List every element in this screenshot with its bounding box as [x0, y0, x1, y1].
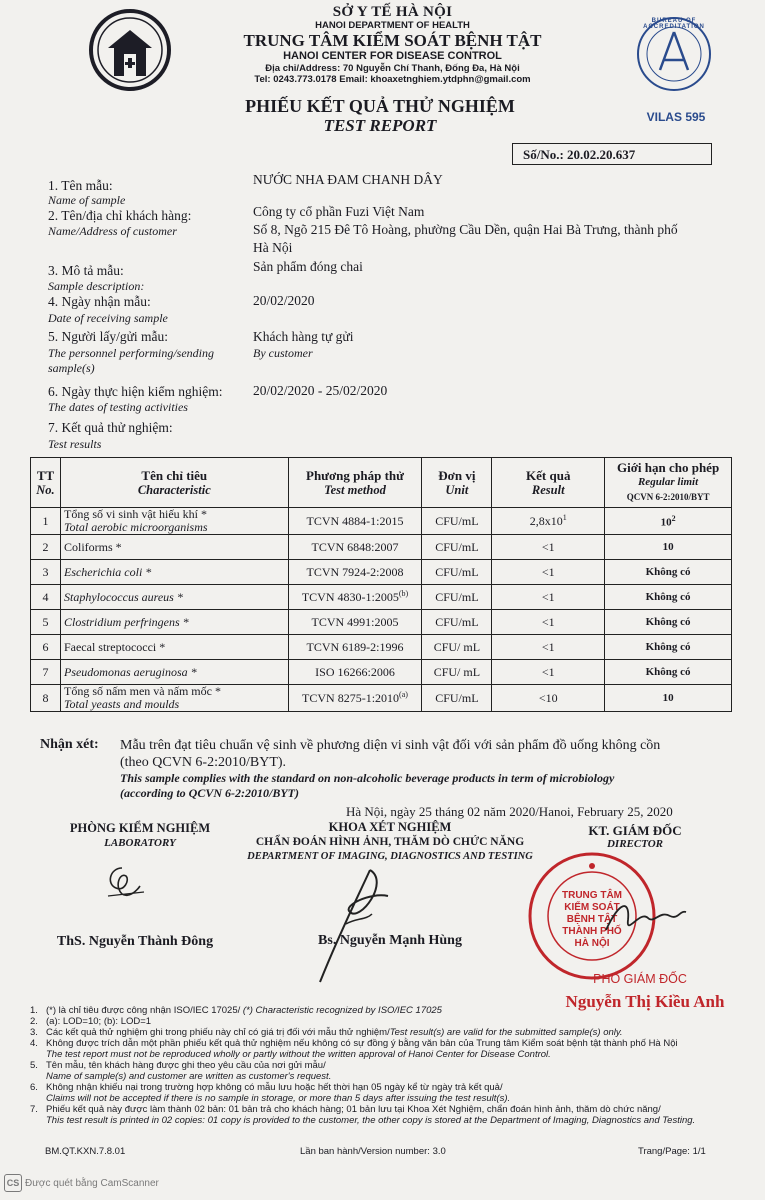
cdc-logo-icon [88, 8, 172, 92]
footnote-item [30, 1060, 730, 1082]
footnote-item [30, 1005, 730, 1016]
cell-result [492, 560, 605, 585]
director-title-en: DIRECTOR [606, 838, 664, 850]
dept-title-en: DEPARTMENT OF IMAGING, DIAGNOSTICS AND TESTING [247, 851, 533, 862]
cell-no: 2 [31, 535, 61, 560]
footnote-text [46, 1038, 678, 1060]
col-result-header [492, 458, 605, 508]
dept-name-vi: SỞ Y TẾ HÀ NỘI [332, 4, 453, 20]
col-no-vi: TT [36, 467, 55, 483]
cell-no: 4 [31, 585, 61, 610]
table-row [31, 610, 732, 635]
version-number: Lần ban hành/Version number: 3.0 [300, 1146, 446, 1157]
cell-limit [605, 635, 732, 660]
cell-limit [605, 508, 732, 535]
cell-characteristic [60, 585, 288, 610]
footnote-number: 7. [30, 1104, 38, 1115]
cell-characteristic [60, 685, 288, 712]
footnote-item [30, 1027, 730, 1038]
footnote-text-vi: (a): LOD=10; (b): LOD=1 [46, 1016, 152, 1027]
center-address: Địa chỉ/Address: 70 Nguyễn Chí Thanh, Đống Đa, Hà Nội [265, 63, 520, 74]
footnote-text-en: Name of sample(s) and customer are written as customer's request. [46, 1071, 332, 1082]
cell-unit: CFU/ mL [422, 635, 492, 660]
table-row [31, 585, 732, 610]
cell-result-value: <1 [541, 589, 555, 604]
cell-limit [605, 560, 732, 585]
cell-limit [605, 535, 732, 560]
footnote-number: 2. [30, 1016, 38, 1027]
field-6-label: 6. Ngày thực hiện kiểm nghiệm: [48, 384, 223, 399]
cell-no: 7 [31, 660, 61, 685]
cell-method [288, 660, 422, 685]
cell-result [492, 685, 605, 712]
stamp-line-5: HÀ NỘI [574, 938, 610, 949]
field-3-value: Sản phẩm đóng chai [253, 259, 363, 274]
field-5-value-en: By customer [253, 346, 313, 360]
report-title-vi: PHIẾU KẾT QUẢ THỬ NGHIỆM [245, 96, 515, 116]
scanner-watermark [4, 1174, 159, 1192]
footnote-text [46, 1005, 442, 1016]
footnote-number: 1. [30, 1005, 38, 1016]
center-contact: Tel: 0243.773.0178 Email: khoaxetnghiem.ytdphn@gmail.com [254, 74, 531, 85]
footnote-text [46, 1016, 151, 1027]
field-1-label: 1. Tên mẫu: [48, 178, 113, 193]
field-2-address-city: Hà Nội [253, 240, 293, 255]
footnote-text-vi: Tên mẫu, tên khách hàng được ghi theo yêu cầu của nơi gửi mẫu/ [46, 1060, 326, 1071]
cell-no: 8 [31, 685, 61, 712]
footnote-text [46, 1104, 695, 1126]
cell-characteristic-en: Total yeasts and moulds [63, 697, 180, 711]
cell-limit [605, 660, 732, 685]
footnote-text [46, 1027, 623, 1038]
col-no-en: No. [36, 482, 55, 497]
field-2-label: 2. Tên/địa chỉ khách hàng: [48, 208, 192, 223]
stamp-line-4: THÀNH PHỐ [562, 926, 622, 937]
cell-result-value: 2,8x10 [529, 514, 563, 528]
cell-no: 6 [31, 635, 61, 660]
remark-en-2: (according to QCVN 6-2:2010/BYT) [120, 786, 299, 800]
col-unit-header [422, 458, 492, 508]
lab-title-vi: PHÒNG KIỂM NGHIỆM [69, 821, 211, 835]
cell-limit [605, 585, 732, 610]
table-header-row [31, 458, 732, 508]
cell-limit-value: 10 [660, 516, 672, 529]
deputy-title: PHÓ GIÁM ĐỐC [593, 972, 687, 986]
field-6-label-en: The dates of testing activities [48, 400, 188, 414]
cell-method-value: TCVN 4991:2005 [311, 614, 399, 629]
dept-name-en: HANOI DEPARTMENT OF HEALTH [315, 20, 470, 31]
field-2-label-en: Name/Address of customer [48, 224, 177, 238]
col-unit-vi: Đơn vị [438, 467, 476, 483]
field-7-label-en: Test results [48, 437, 102, 451]
cell-result [492, 635, 605, 660]
cell-limit [605, 610, 732, 635]
field-4-label: 4. Ngày nhận mẫu: [48, 294, 151, 309]
col-limit-std: QCVN 6-2:2010/BYT [626, 492, 710, 502]
col-char-vi: Tên chỉ tiêu [141, 467, 208, 483]
col-limit-header [605, 458, 732, 508]
cell-method [288, 610, 422, 635]
issue-date: Hà Nội, ngày 25 tháng 02 năm 2020/Hanoi, February 25, 2020 [346, 804, 673, 819]
cell-method-value: TCVN 7924-2:2008 [306, 564, 404, 579]
cell-limit-superscript: 2 [671, 513, 676, 523]
dept-signer-name: Bs. Nguyễn Mạnh Hùng [318, 933, 462, 948]
cell-result-value: <1 [541, 539, 555, 554]
lab-signature-icon [100, 862, 150, 902]
cell-unit: CFU/mL [422, 685, 492, 712]
director-signature-icon [600, 890, 690, 950]
cell-characteristic-vi: Clostridium perfringens * [63, 614, 189, 629]
field-5-label-en-2: sample(s) [48, 361, 95, 375]
field-1-value: NƯỚC NHA ĐAM CHANH DÂY [253, 172, 443, 187]
cell-method [288, 585, 422, 610]
cell-result-value: <1 [541, 564, 555, 579]
col-no-header [31, 458, 61, 508]
camscanner-logo-icon: CS [4, 1174, 22, 1192]
col-char-en: Characteristic [137, 482, 211, 497]
cell-unit: CFU/mL [422, 508, 492, 535]
col-method-en: Test method [324, 482, 386, 497]
cell-result-value: <10 [538, 690, 558, 705]
cell-result [492, 508, 605, 535]
lab-title-en: LABORATORY [104, 837, 176, 849]
field-6-value: 20/02/2020 - 25/02/2020 [253, 383, 388, 398]
table-row [31, 560, 732, 585]
footnote-text-vi: Không nhận khiếu nại trong trường hợp không có mẫu lưu hoặc hết thời hạn 05 ngày kể từ ngày trả kết quả/ [46, 1082, 503, 1093]
cell-limit-value: Không có [645, 666, 691, 678]
footnote-text [46, 1082, 510, 1104]
cell-characteristic-vi: Pseudomonas aeruginosa * [63, 664, 197, 679]
cell-characteristic-vi: Escherichia coli * [63, 564, 152, 579]
cell-characteristic [60, 508, 288, 535]
field-3-label: 3. Mô tả mẫu: [48, 263, 124, 278]
table-row [31, 635, 732, 660]
cell-method-superscript: (b) [398, 589, 409, 598]
cell-limit-value: Không có [645, 591, 691, 603]
table-body [31, 508, 732, 712]
footnote-text [46, 1060, 331, 1082]
page-number: Trang/Page: 1/1 [638, 1146, 706, 1157]
footnotes [30, 1005, 730, 1126]
field-4-label-en: Date of receiving sample [48, 311, 168, 325]
footnote-item [30, 1104, 730, 1126]
accreditation-mark: VILAS 595 [646, 110, 706, 124]
cell-method [288, 635, 422, 660]
cell-method-value: TCVN 6848:2007 [311, 539, 399, 554]
col-method-vi: Phương pháp thử [306, 467, 404, 483]
cell-method-value: TCVN 4884-1:2015 [306, 513, 404, 528]
footnote-item [30, 1038, 730, 1060]
header-block [220, 4, 565, 85]
stamp-line-3: BỆNH TẬT [566, 914, 618, 925]
cell-method-superscript: (a) [399, 690, 408, 699]
field-1-label-en: Name of sample [48, 193, 126, 207]
field-2-address: Số 8, Ngõ 215 Đê Tô Hoàng, phường Cầu Dền, quận Hai Bà Trưng, thành phố [253, 222, 678, 237]
cell-characteristic-vi: Tổng số nấm men và nấm mốc * [63, 684, 221, 698]
footnote-number: 5. [30, 1060, 38, 1071]
cell-characteristic [60, 635, 288, 660]
cell-characteristic [60, 535, 288, 560]
cell-unit: CFU/mL [422, 610, 492, 635]
footnote-item [30, 1016, 730, 1027]
cell-limit-value: 10 [662, 692, 674, 704]
cell-characteristic-vi: Faecal streptococci * [63, 639, 166, 654]
cell-result [492, 585, 605, 610]
footnote-text-vi: Phiếu kết quả này được làm thành 02 bản: 01 bản trả cho khách hàng; 01 bản lưu tại Khoa Xét Nghiệm, chẩn đoán hình ảnh, thăm dò chức năng/ [46, 1104, 661, 1115]
footnote-number: 3. [30, 1027, 38, 1038]
cell-result-value: <1 [541, 664, 555, 679]
footnote-text-en: Claims will not be accepted if there is no sample in storage, or more than 5 days after issuing the test result(s). [46, 1093, 511, 1104]
footnote-text-vi: Không được trích dẫn một phần phiếu kết quả thử nghiệm nếu không có sự đồng ý bằng văn bản của Trung tâm Kiểm soát bệnh tật thành phố Hà Nội [46, 1038, 678, 1049]
cell-method [288, 508, 422, 535]
field-5-label-en: The personnel performing/sending [48, 346, 214, 360]
center-name-vi: TRUNG TÂM KIỂM SOÁT BỆNH TẬT [243, 31, 542, 50]
cell-characteristic [60, 660, 288, 685]
dept-signature-icon [300, 862, 420, 992]
table-row [31, 508, 732, 535]
field-2-value: Công ty cổ phần Fuzi Việt Nam [253, 204, 425, 219]
table-row [31, 660, 732, 685]
center-name-en: HANOI CENTER FOR DISEASE CONTROL [283, 50, 502, 62]
field-4-value: 20/02/2020 [253, 293, 315, 308]
cell-unit: CFU/mL [422, 585, 492, 610]
footnote-text-en: (*) Characteristic recognized by ISO/IEC 17025 [242, 1005, 442, 1016]
col-limit-en: Regular limit [637, 476, 699, 488]
dept-title-vi-2: CHẨN ĐOÁN HÌNH ẢNH, THĂM DÒ CHỨC NĂNG [255, 836, 525, 848]
cell-unit: CFU/mL [422, 535, 492, 560]
cell-method-value: TCVN 4830-1:2005 [301, 590, 399, 604]
cell-characteristic-vi: Staphylococcus aureus * [63, 589, 183, 604]
cell-limit-value: Không có [645, 616, 691, 628]
results-table [30, 457, 732, 712]
cell-limit-value: Không có [645, 566, 691, 578]
report-title [200, 96, 560, 135]
dept-title-vi-1: KHOA XÉT NGHIỆM [328, 820, 452, 834]
cell-method [288, 560, 422, 585]
report-title-en: TEST REPORT [323, 116, 437, 135]
cell-characteristic-en: Total aerobic microorganisms [63, 520, 208, 534]
col-result-en: Result [531, 482, 565, 497]
cell-limit [605, 685, 732, 712]
footnote-text-en: This test result is printed in 02 copies: 01 copy is provided to the customer, the other copy is stored at the Department of Imaging, Diagnostics and Testing. [46, 1115, 696, 1126]
footnote-text-vi: Các kết quả thử nghiệm ghi trong phiếu này chỉ có giá trị đối với mẫu thử nghiệm/ [46, 1027, 390, 1038]
col-limit-vi: Giới hạn cho phép [616, 460, 720, 475]
cell-no: 5 [31, 610, 61, 635]
cell-result [492, 660, 605, 685]
cell-unit: CFU/ mL [422, 660, 492, 685]
col-result-vi: Kết quả [526, 467, 571, 483]
remark-vi-2: (theo QCVN 6-2:2010/BYT). [120, 755, 287, 770]
col-char-header [60, 458, 288, 508]
deputy-name: Nguyễn Thị Kiều Anh [565, 992, 725, 1011]
watermark-text: Được quét bằng CamScanner [25, 1177, 159, 1189]
cell-no: 1 [31, 508, 61, 535]
accreditation-ring-text: BUREAU OF ACCREDITATION [643, 18, 705, 30]
cell-characteristic-vi: Coliforms * [63, 539, 122, 554]
form-code: BM.QT.KXN.7.8.01 [45, 1146, 126, 1157]
stamp-line-2: KIỂM SOÁT [564, 902, 620, 913]
field-3-label-en: Sample description: [48, 279, 145, 293]
cell-result-value: <1 [541, 614, 555, 629]
remark-label: Nhận xét: [40, 737, 99, 752]
footnote-number: 4. [30, 1038, 38, 1049]
cell-no: 3 [31, 560, 61, 585]
field-7-label: 7. Kết quả thử nghiệm: [48, 420, 173, 435]
director-title-vi: KT. GIÁM ĐỐC [588, 823, 682, 838]
cell-method-value: TCVN 6189-2:1996 [306, 639, 404, 654]
field-5-value: Khách hàng tự gửi [253, 329, 354, 344]
remark-en-1: This sample complies with the standard on non-alcoholic beverage products in term of microbiology [120, 771, 615, 785]
cell-method-value: ISO 16266:2006 [315, 664, 395, 679]
footnote-text-vi: (*) là chỉ tiêu được công nhận ISO/IEC 17025/ [46, 1005, 243, 1016]
lab-signer-name: ThS. Nguyễn Thành Đông [56, 934, 214, 949]
cell-method [288, 685, 422, 712]
cell-result-superscript: 1 [562, 513, 567, 522]
table-row [31, 685, 732, 712]
remark-vi-1: Mẫu trên đạt tiêu chuẩn vệ sinh về phương diện vi sinh vật đối với sản phẩm đồ uống không cồn [120, 738, 661, 753]
cell-unit: CFU/mL [422, 560, 492, 585]
cell-limit-value: 10 [662, 541, 674, 553]
table-row [31, 535, 732, 560]
footnote-text-en: Test result(s) are valid for the submitted sample(s) only. [389, 1027, 623, 1038]
cell-result-value: <1 [541, 639, 555, 654]
footnote-item [30, 1082, 730, 1104]
col-method-header [288, 458, 422, 508]
cell-method [288, 535, 422, 560]
footnote-number: 6. [30, 1082, 38, 1093]
cell-characteristic [60, 610, 288, 635]
field-5-label: 5. Người lấy/gửi mẫu: [48, 329, 169, 344]
stamp-line-1: TRUNG TÂM [562, 890, 622, 901]
cell-method-value: TCVN 8275-1:2010 [302, 691, 400, 705]
report-number: Số/No.: 20.02.20.637 [512, 143, 712, 165]
cell-result [492, 535, 605, 560]
cell-result [492, 610, 605, 635]
col-unit-en: Unit [445, 482, 469, 497]
cell-characteristic [60, 560, 288, 585]
cell-characteristic-vi: Tổng số vi sinh vật hiếu khí * [63, 507, 207, 521]
footnote-text-en: The test report must not be reproduced wholly or partly without the written approval of Hanoi Center for Disease Control. [46, 1049, 551, 1060]
cell-limit-value: Không có [645, 641, 691, 653]
